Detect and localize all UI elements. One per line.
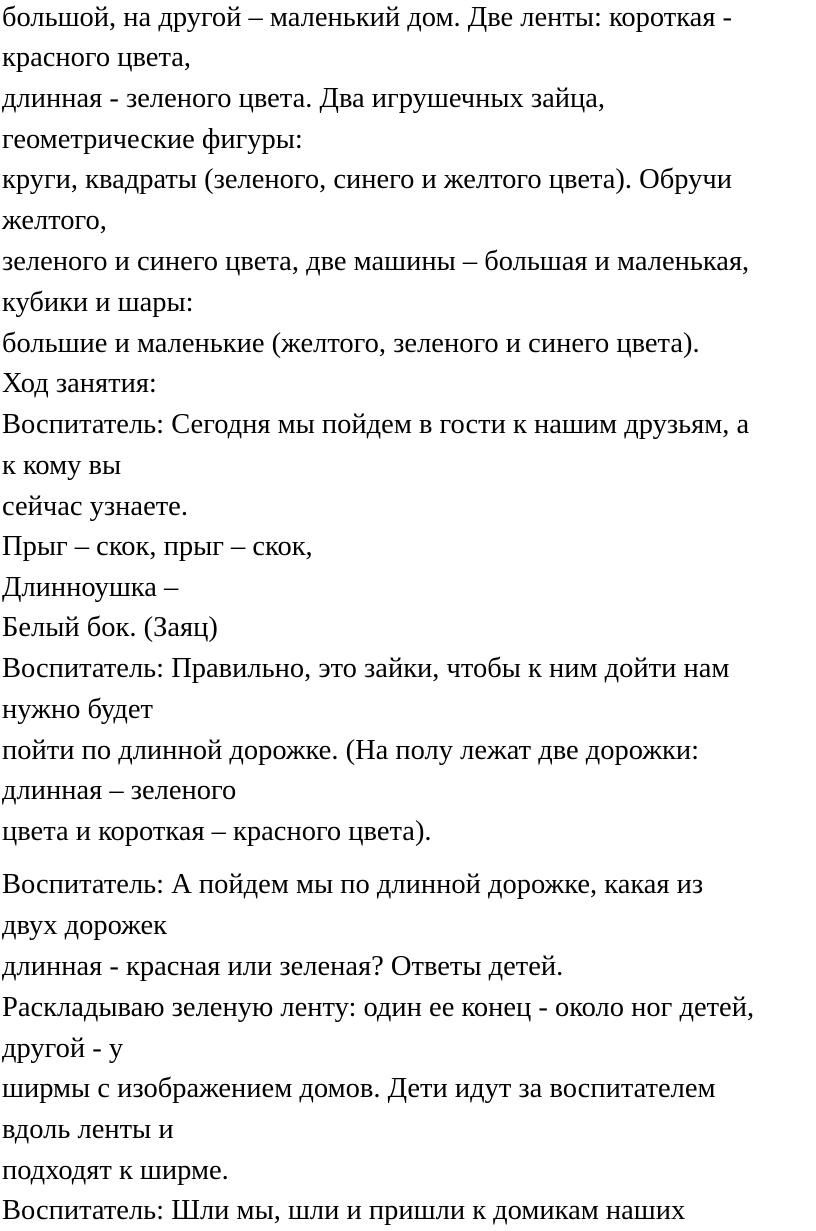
text-line: другой - у xyxy=(2,1033,124,1064)
text-line: Белый бок. (Заяц) xyxy=(2,612,218,643)
text-line: длинная – зеленого xyxy=(2,775,237,806)
text-line: красного цвета, xyxy=(2,42,192,73)
text-line: нужно будет xyxy=(2,694,153,725)
text-line: кубики и шары: xyxy=(2,287,194,318)
text-line: круги, квадраты (зеленого, синего и желтого цвета). Обручи xyxy=(2,164,732,195)
text-line: геометрические фигуры: xyxy=(2,124,303,155)
text-line: ширмы с изображением домов. Дети идут за воспитателем xyxy=(2,1073,716,1104)
text-line: Воспитатель: А пойдем мы по длинной дорожке, какая из xyxy=(2,869,704,900)
text-line: зеленого и синего цвета, две машины – большая и маленькая, xyxy=(2,246,750,277)
text-line: Воспитатель: Сегодня мы пойдем в гости к нашим друзьям, а xyxy=(2,409,750,440)
text-line: вдоль ленты и xyxy=(2,1114,174,1145)
text-line: Раскладываю зеленую ленту: один ее конец - около ног детей, xyxy=(2,992,755,1023)
text-line: Прыг – скок, прыг – скок, xyxy=(2,531,313,562)
text-line: двух дорожек xyxy=(2,910,167,941)
section-heading: Ход занятия: xyxy=(2,368,157,399)
text-line: подходят к ширме. xyxy=(2,1155,229,1186)
text-line: цвета и короткая – красного цвета). xyxy=(2,816,432,847)
text-line: пойти по длинной дорожке. (На полу лежат две дорожки: xyxy=(2,735,700,766)
text-line: сейчас узнаете. xyxy=(2,491,188,522)
text-line: Воспитатель: Шли мы, шли и пришли к домикам наших xyxy=(2,1195,686,1226)
text-line: желтого, xyxy=(2,205,107,236)
text-line: большие и маленькие (желтого, зеленого и синего цвета). xyxy=(2,328,700,359)
text-line: Длинноушка – xyxy=(2,572,179,603)
text-line: к кому вы xyxy=(2,450,122,481)
text-line: длинная - зеленого цвета. Два игрушечных зайца, xyxy=(2,83,606,114)
text-line: длинная - красная или зеленая? Ответы детей. xyxy=(2,951,564,982)
text-line: большой, на другой – маленький дом. Две ленты: короткая - xyxy=(2,2,733,33)
text-line: Воспитатель: Правильно, это зайки, чтобы к ним дойти нам xyxy=(2,653,730,684)
